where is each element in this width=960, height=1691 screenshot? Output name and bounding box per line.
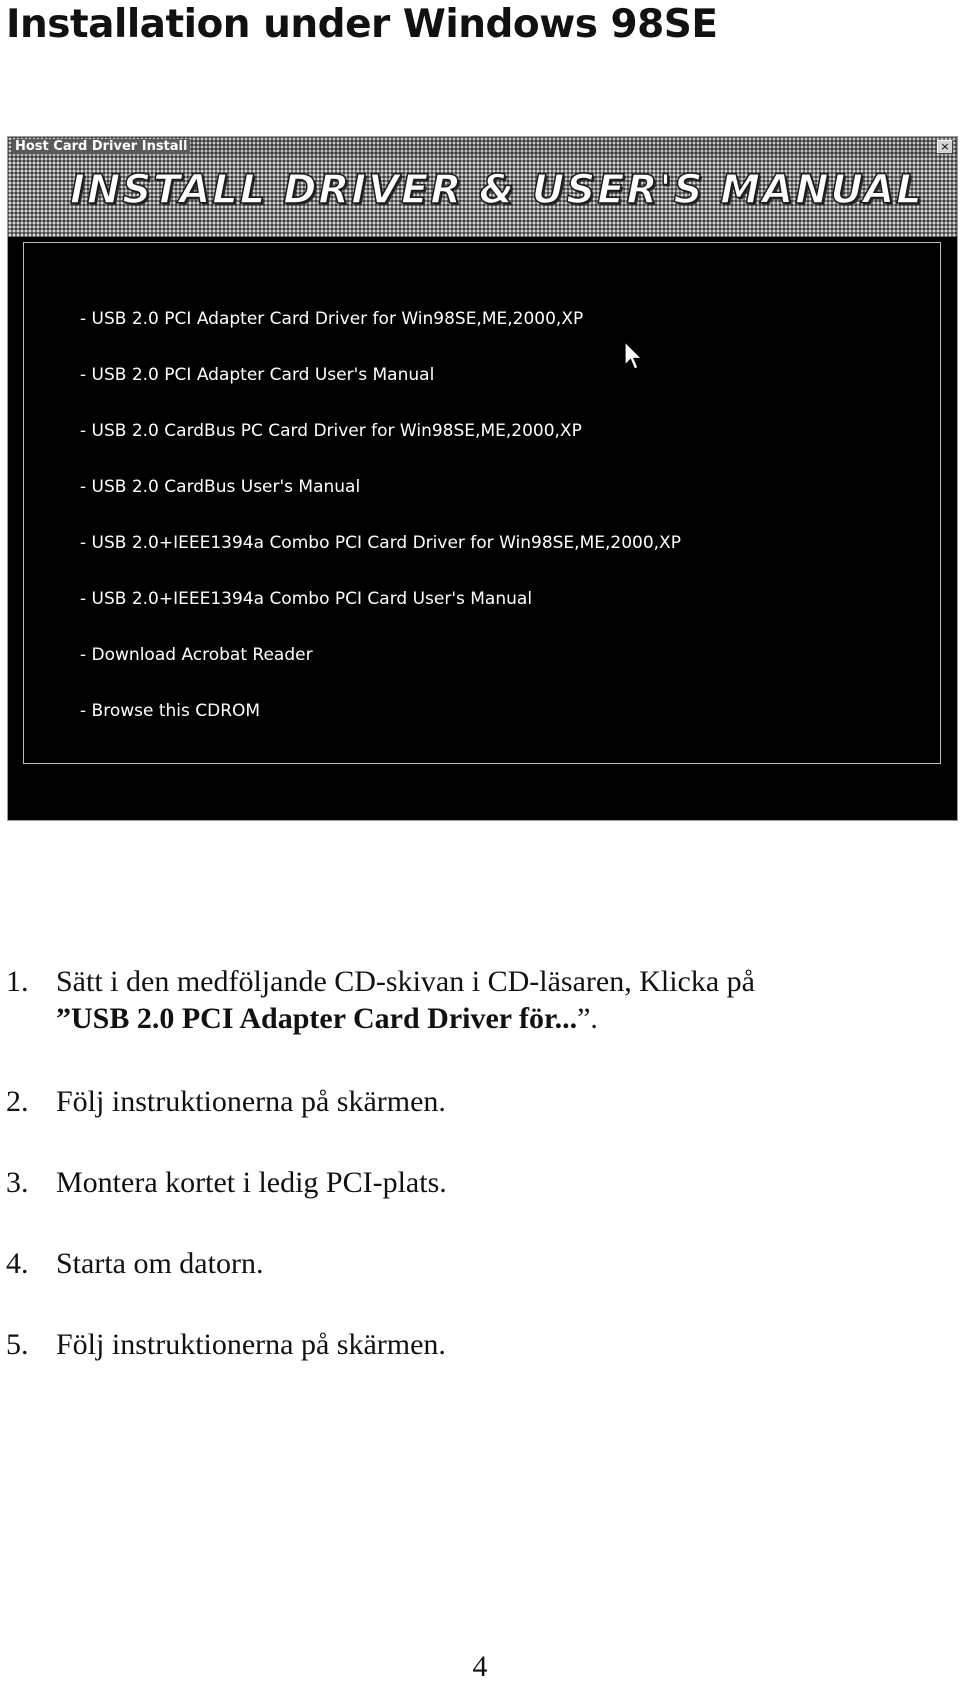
step-number: 1. [6,965,29,998]
menu-item-cardbus-driver[interactable]: - USB 2.0 CardBus PC Card Driver for Win98SE,ME,2000,XP [80,421,582,441]
step-text: Starta om datorn. [56,1247,264,1280]
window-title: Host Card Driver Install [12,139,190,154]
arrow-pointer-icon [623,341,645,371]
step-emphasis: ”USB 2.0 PCI Adapter Card Driver för... [56,1002,578,1035]
step-number: 5. [6,1328,29,1361]
close-button[interactable] [937,140,953,154]
menu-item-acrobat[interactable]: - Download Acrobat Reader [80,645,313,665]
menu-item-combo-manual[interactable]: - USB 2.0+IEEE1394a Combo PCI Card User's Manual [80,589,533,609]
step-item [6,1164,755,1201]
step-trail: ”. [577,1002,598,1035]
menu-item-browse-cdrom[interactable]: - Browse this CDROM [80,701,261,721]
close-icon: × [940,140,950,153]
step-text: Montera kortet i ledig PCI-plats. [56,1166,447,1199]
menu-item-cardbus-manual[interactable]: - USB 2.0 CardBus User's Manual [80,477,361,497]
step-item [6,963,755,1037]
step-text: Följ instruktionerna på skärmen. [56,1085,446,1118]
menu-item-combo-driver[interactable]: - USB 2.0+IEEE1394a Combo PCI Card Driver for Win98SE,ME,2000,XP [80,533,681,553]
step-text: Följ instruktionerna på skärmen. [56,1328,446,1361]
step-item [6,1245,755,1282]
menu-item-pci-driver[interactable]: - USB 2.0 PCI Adapter Card Driver for Win98SE,ME,2000,XP [80,309,584,329]
step-text: Sätt i den medföljande CD-skivan i CD-läsaren, Klicka på [56,965,755,998]
menu-frame [23,242,941,764]
installer-banner [8,157,957,237]
installer-window-screenshot [7,136,958,821]
banner-title: INSTALL DRIVER & USER'S MANUAL [70,167,924,213]
step-item [6,1326,755,1363]
step-number: 2. [6,1085,29,1118]
step-item [6,1083,755,1120]
page-heading: Installation under Windows 98SE [6,2,718,47]
instruction-steps [6,963,755,1407]
window-titlebar[interactable] [8,137,957,157]
install-menu [80,309,681,757]
step-number: 4. [6,1247,29,1280]
step-number: 3. [6,1166,29,1199]
menu-item-pci-manual[interactable]: - USB 2.0 PCI Adapter Card User's Manual [80,365,435,385]
page-number: 4 [472,1650,488,1683]
